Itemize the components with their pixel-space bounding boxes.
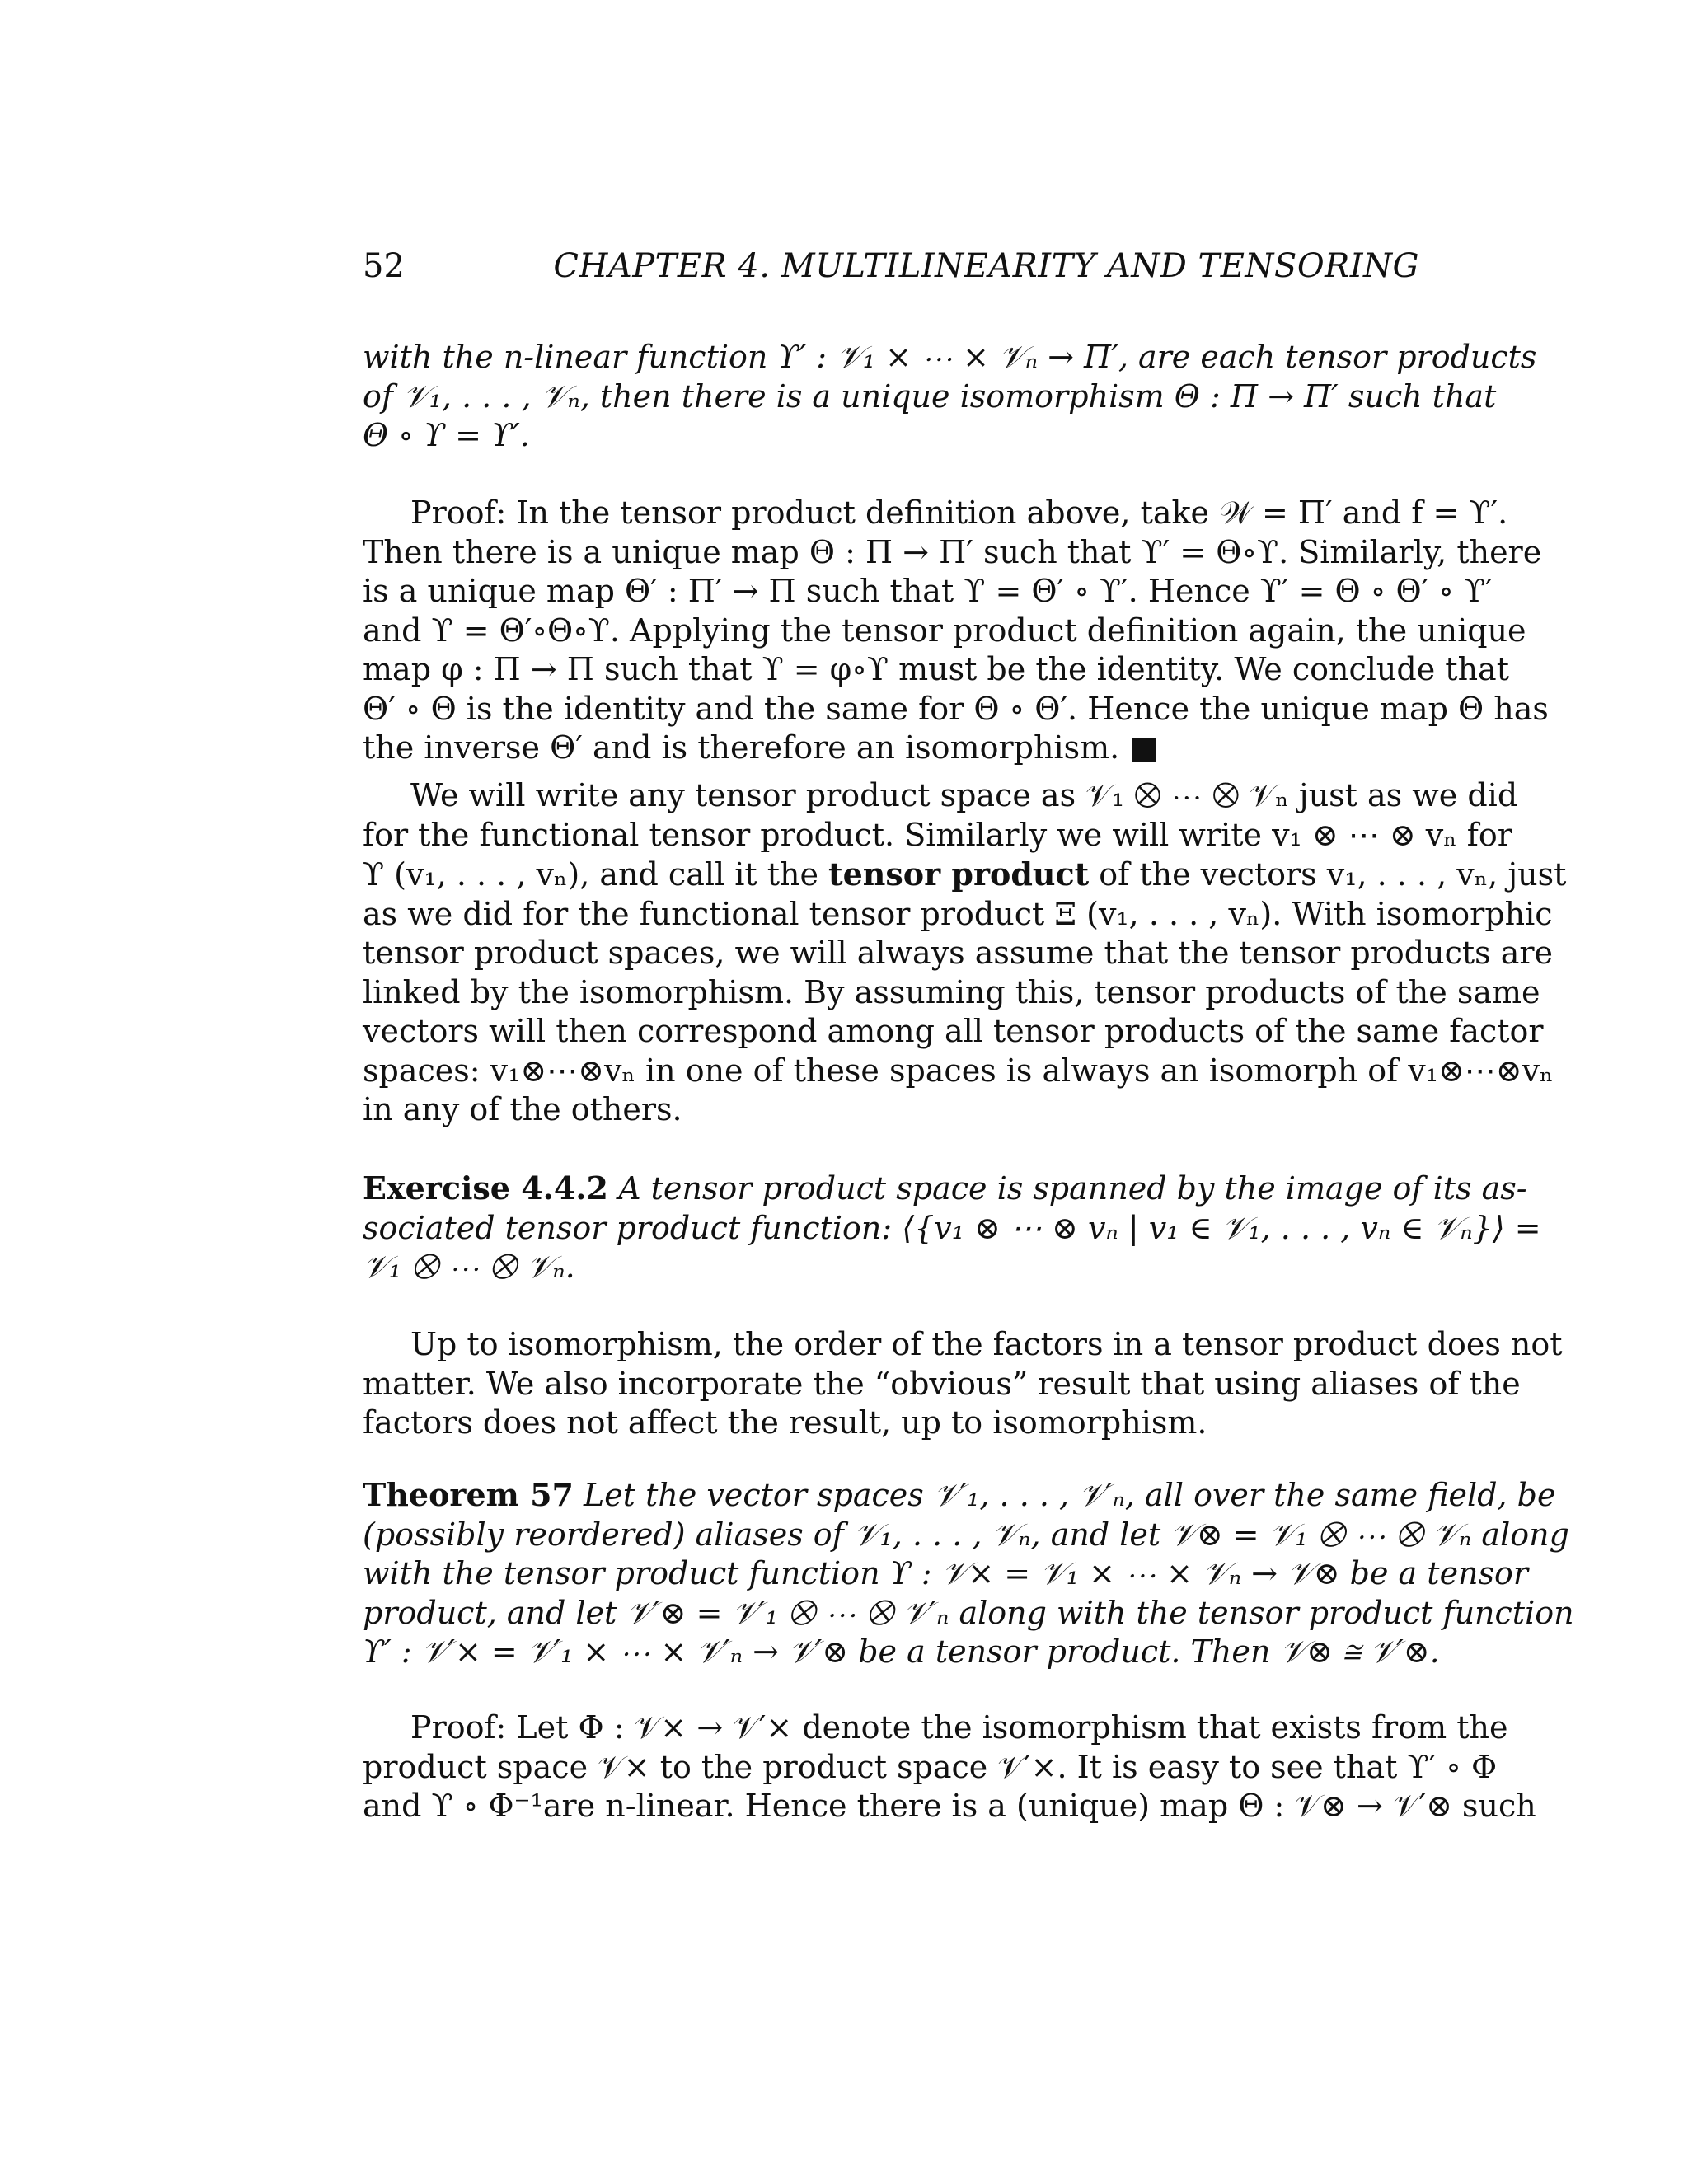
exercise-label: Exercise 4.4.2 — [363, 1169, 608, 1207]
text-line: spaces: v₁⊗⋯⊗vₙ in one of these spaces is always an isomorph of v₁⊗⋯⊗vₙ — [363, 1052, 1554, 1089]
text-line: with the tensor product function ϒ : 𝒱× = 𝒱₁ × ⋯ × 𝒱ₙ → 𝒱⊗ be a tensor — [363, 1555, 1529, 1591]
text-line: ϒ (v₁, . . . , vₙ), and call it the tensor product of the vectors v₁, . . . , vₙ, just — [363, 855, 1567, 893]
text-line: with the n-linear function ϒ′ : 𝒱₁ × ⋯ × 𝒱ₙ → Π′, are each tensor products — [363, 339, 1537, 375]
defined-term: tensor product — [828, 855, 1090, 893]
body-paragraph — [363, 776, 1567, 1130]
chapter-title: CHAPTER 4. MULTILINEARITY AND TENSORING — [553, 247, 1419, 285]
text-line: Then there is a unique map Θ : Π → Π′ such that ϒ′ = Θ∘ϒ. Similarly, there — [363, 533, 1542, 570]
text-line: map φ : Π → Π such that ϒ = φ∘ϒ must be the identity. We conclude that — [363, 651, 1509, 687]
body-paragraph — [363, 1325, 1563, 1443]
text-line: product space 𝒱× to the product space 𝒱′×. It is easy to see that ϒ′ ∘ Φ — [363, 1748, 1498, 1785]
theorem — [363, 1475, 1574, 1672]
proof-paragraph — [363, 494, 1549, 768]
exercise — [363, 1169, 1541, 1287]
text-line: and ϒ ∘ Φ⁻¹are n-linear. Hence there is a (unique) map Θ : 𝒱⊗ → 𝒱′⊗ such — [363, 1788, 1536, 1824]
text-line: linked by the isomorphism. By assuming this, tensor products of the same — [363, 973, 1540, 1010]
theorem-continuation — [363, 338, 1537, 456]
text-line: as we did for the functional tensor product Ξ (v₁, . . . , vₙ). With isomorphic — [363, 895, 1553, 932]
text-line: (possibly reordered) aliases of 𝒱₁, . . . , 𝒱ₙ, and let 𝒱⊗ = 𝒱₁ ⨂ ⋯ ⨂ 𝒱ₙ along — [363, 1516, 1569, 1553]
text-line: Proof: In the tensor product definition above, take 𝒲 = Π′ and f = ϒ′. — [410, 494, 1508, 531]
text-line: Θ ∘ ϒ = ϒ′. — [363, 417, 530, 453]
text-line: Up to isomorphism, the order of the factors in a tensor product does not — [410, 1326, 1563, 1362]
text-line: Proof: Let Φ : 𝒱× → 𝒱′× denote the isomorphism that exists from the — [410, 1709, 1508, 1746]
theorem-label: Theorem 57 — [363, 1476, 574, 1513]
text-line: the inverse Θ′ and is therefore an isomorphism. ■ — [363, 729, 1160, 766]
text-line: of 𝒱₁, . . . , 𝒱ₙ, then there is a unique isomorphism Θ : Π → Π′ such that — [363, 377, 1497, 415]
text-line: Theorem 57 Let the vector spaces 𝒱′₁, . . . , 𝒱′ₙ, all over the same field, be — [363, 1476, 1556, 1513]
text-line: We will write any tensor product space as 𝒱₁ ⨂ ⋯ ⨂ 𝒱ₙ just as we did — [410, 777, 1518, 813]
text-line: vectors will then correspond among all tensor products of the same factor — [363, 1013, 1544, 1049]
text-line: and ϒ = Θ′∘Θ∘ϒ. Applying the tensor product definition again, the unique — [363, 612, 1526, 649]
text-line: tensor product spaces, we will always assume that the tensor products are — [363, 935, 1554, 971]
text-line: 𝒱₁ ⨂ ⋯ ⨂ 𝒱ₙ. — [363, 1249, 575, 1285]
text-line: Exercise 4.4.2 A tensor product space is spanned by the image of its as- — [363, 1169, 1527, 1207]
text-line: ϒ′ : 𝒱′× = 𝒱′₁ × ⋯ × 𝒱′ₙ → 𝒱′⊗ be a tensor product. Then 𝒱⊗ ≅ 𝒱′⊗. — [363, 1633, 1440, 1670]
text-line: is a unique map Θ′ : Π′ → Π such that ϒ = Θ′ ∘ ϒ′. Hence ϒ′ = Θ ∘ Θ′ ∘ ϒ′ — [363, 573, 1493, 609]
text-line: matter. We also incorporate the “obvious” result that using aliases of the — [363, 1365, 1521, 1402]
page-number: 52 — [363, 247, 405, 285]
text-line: product, and let 𝒱′⊗ = 𝒱′₁ ⨂ ⋯ ⨂ 𝒱′ₙ along with the tensor product function — [363, 1594, 1574, 1631]
text-line: in any of the others. — [363, 1091, 682, 1127]
text-line: for the functional tensor product. Similarly we will write v₁ ⊗ ⋯ ⊗ vₙ for — [363, 816, 1512, 853]
running-header — [363, 247, 1419, 297]
text-line: Θ′ ∘ Θ is the identity and the same for Θ ∘ Θ′. Hence the unique map Θ has — [363, 690, 1549, 727]
text-line: sociated tensor product function: ⟨{v₁ ⊗ ⋯ ⊗ vₙ | v₁ ∈ 𝒱₁, . . . , vₙ ∈ 𝒱ₙ}⟩ = — [363, 1209, 1541, 1246]
proof-paragraph — [363, 1708, 1536, 1826]
text-line: factors does not affect the result, up to isomorphism. — [363, 1404, 1207, 1441]
